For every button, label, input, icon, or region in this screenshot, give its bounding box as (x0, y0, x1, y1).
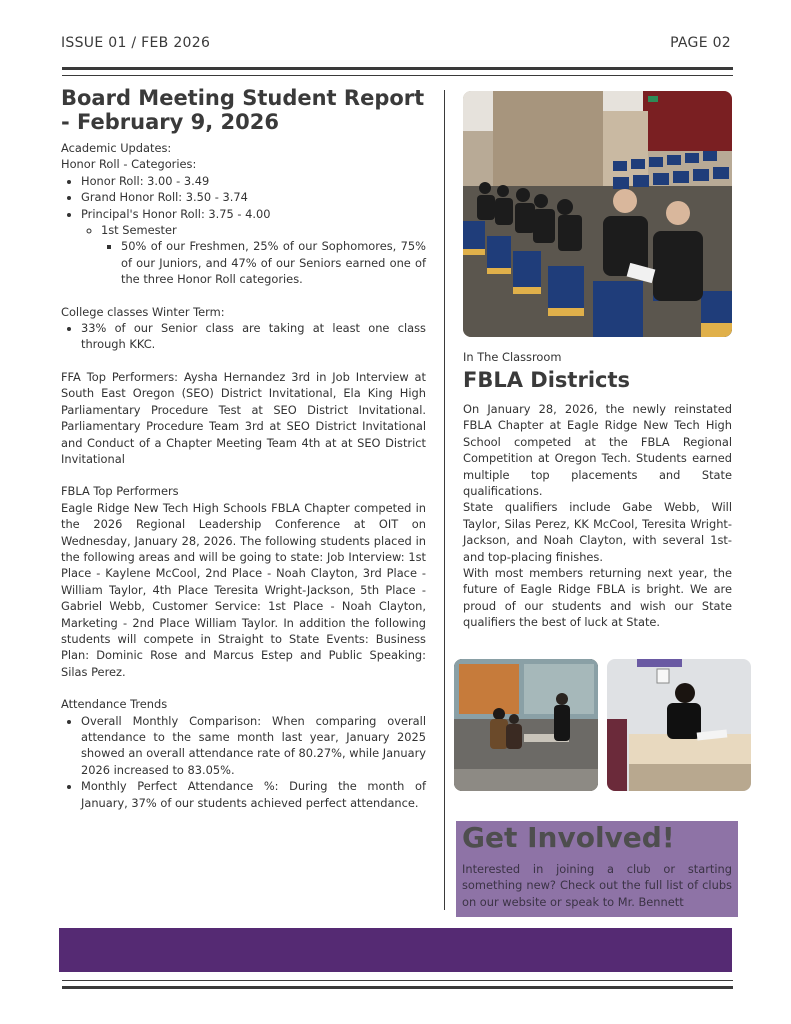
honor-item: • Principal's Honor Roll: 3.75 - 4.00 (81, 206, 426, 222)
semester-item: ◦ 1st Semester (101, 222, 426, 238)
column-divider (444, 90, 445, 910)
semester-list (81, 222, 426, 288)
section-title: FBLA Districts (463, 368, 631, 392)
classroom-paragraph: State qualifiers include Gabe Webb, Will Taylor, Silas Perez, KK McCool, Teresita Wright-Jackson, and Noah Clayton, with several 1st- and top-placing finishes. (463, 500, 732, 564)
honor-item: • Honor Roll: 3.00 - 3.49 (81, 173, 426, 189)
academic-heading: Academic Updates: (61, 141, 172, 155)
attendance-heading: Attendance Trends (61, 697, 168, 712)
report-title: Board Meeting Student Report - February 9, 2026 (61, 86, 425, 134)
issue-label: ISSUE 01 / FEB 2026 (61, 35, 211, 51)
student-desk-photo (607, 659, 751, 791)
fbla-text: Eagle Ridge New Tech High Schools FBLA Chapter competed in the 2026 Regional Leadership Conference at OIT on Wednesday, January 28, 2026. The following students placed in the following areas and will be going to state: Job Interview: 1st Place - Kaylene McCool, 2nd Place - Noah Clayton, 3rd Place - William Taylor, 4th Place Teresita Wright-Jackson, 5th Place - Gabriel Webb, Customer Service: 1st Place - Noah Clayton, Marketing - 2nd Place William Taylor. In addition the following students will compete in Straight to State Events: Business Plan: Dominic Rose and Marcus Estep and Public Speaking: Silas Perez. (61, 500, 426, 679)
section-label: In The Classroom (463, 350, 562, 364)
auditorium-photo (463, 91, 732, 337)
students-table-photo (454, 659, 598, 791)
college-list (61, 320, 426, 353)
college-heading: College classes Winter Term: (61, 304, 225, 319)
college-item: • 33% of our Senior class are taking at least one class through KKC. (81, 320, 426, 353)
report-body (61, 140, 426, 811)
header-rule-thin (62, 75, 733, 76)
header-rule (62, 67, 733, 70)
honor-item: • Grand Honor Roll: 3.50 - 3.74 (81, 189, 426, 205)
footer-rule-thin (62, 980, 733, 981)
attendance-item: • Monthly Perfect Attendance %: During the month of January, 37% of our students achieved perfect attendance. (81, 778, 426, 811)
classroom-paragraph: On January 28, 2026, the newly reinstated FBLA Chapter at Eagle Ridge New Tech High School competed at the FBLA Regional Competition at Oregon Tech. Students earned multiple top placements and State qualifications. (463, 402, 732, 499)
semester-detail-list (101, 238, 426, 287)
get-involved-title: Get Involved! (462, 821, 675, 854)
fbla-heading: FBLA Top Performers (61, 484, 179, 499)
footer-banner (59, 928, 732, 972)
page-number: PAGE 02 (670, 35, 731, 51)
classroom-paragraph: With most members returning next year, the future of Eagle Ridge FBLA is bright. We are proud of our students and wish our State qualifiers the best of luck at State. (463, 566, 732, 630)
attendance-list (61, 713, 426, 811)
semester-detail: ▪ 50% of our Freshmen, 25% of our Sophomores, 75% of our Juniors, and 47% of our Seniors earned one of the three Honor Roll categories. (121, 238, 426, 287)
ffa-text: FFA Top Performers: Aysha Hernandez 3rd in Job Interview at South East Oregon (SEO) District Invitational, Ela King High Parliamentary Procedure Test at SEO District Invitational. Parliamentary Procedure Team 3rd at SEO District Invitational and Conduct of a Chapter Meeting Team 4th at at SEO District Invitational (61, 369, 426, 466)
honor-heading: Honor Roll - Categories: (61, 157, 197, 172)
footer-rule (62, 986, 733, 989)
get-involved-box (456, 821, 738, 917)
attendance-item: • Overall Monthly Comparison: When comparing overall attendance to the same month last year, January 2025 showed an overall attendance rate of 80.27%, while January 2026 increased to 83.05%. (81, 713, 426, 779)
get-involved-text: Interested in joining a club or starting something new? Check out the full list of clubs on our website or speak to Mr. Bennett (462, 862, 732, 909)
honor-list (61, 173, 426, 288)
classroom-body (463, 401, 732, 631)
